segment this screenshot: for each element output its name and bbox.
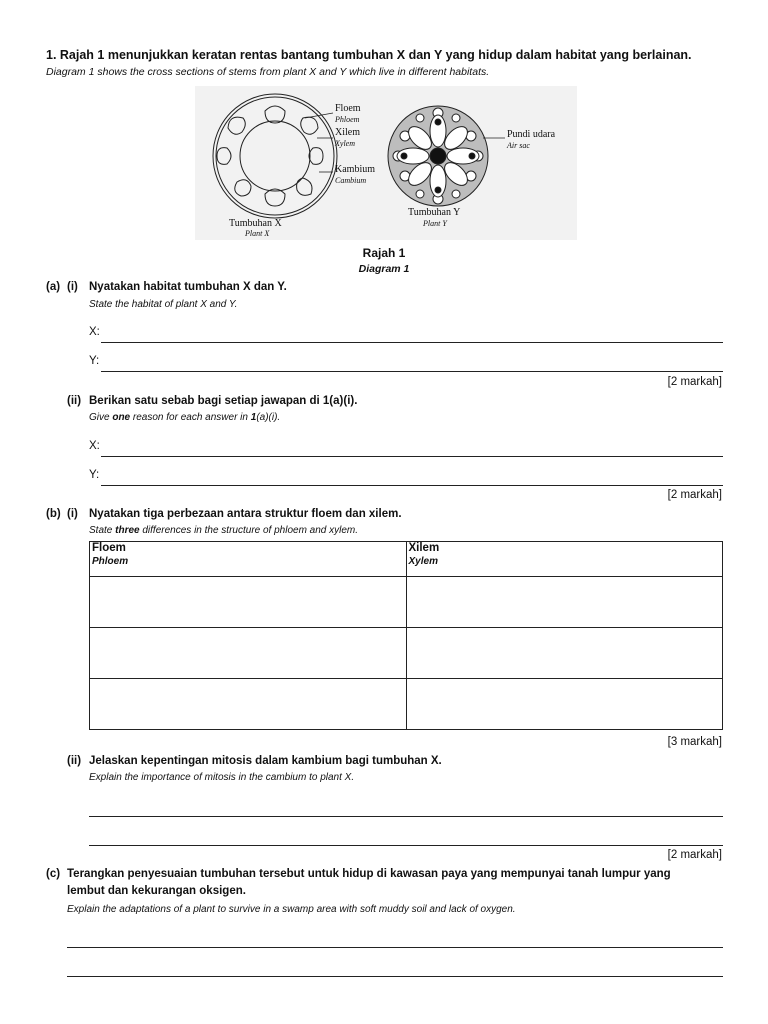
table-header-phloem: Floem Phloem: [90, 542, 407, 577]
answer-line-a-ii-y[interactable]: [101, 485, 723, 486]
diagram-caption: Rajah 1: [362, 246, 406, 260]
table-row: [90, 679, 723, 730]
label-pundi-udara: Pundi udara: [507, 129, 556, 140]
part-c-question-en: Explain the adaptations of a plant to survive in a swamp area with soft muddy soil and lack of oxygen.: [67, 904, 516, 915]
label-plant-x: Tumbuhan X: [229, 218, 282, 229]
answer-line-b-ii-2[interactable]: [89, 845, 723, 846]
part-a-i-num: (i): [67, 281, 78, 293]
question-title-en: Diagram 1 shows the cross sections of stems from plant X and Y which live in different habitats.: [46, 66, 490, 78]
part-a-marker: (a): [46, 281, 61, 293]
part-a-ii-question: Berikan satu sebab bagi setiap jawapan di 1(a)(i).: [89, 395, 358, 407]
part-b-ii-num: (ii): [67, 755, 82, 767]
label-air-sac: Air sac: [507, 141, 530, 150]
stem-cross-section-diagram: [195, 86, 577, 240]
answer-line-c-1[interactable]: [67, 947, 723, 948]
label-plant-y: Tumbuhan Y: [408, 207, 461, 218]
label-floem: Floem: [335, 103, 361, 114]
part-b-marker: (b): [46, 508, 61, 520]
answer-line-a-i-x[interactable]: [101, 342, 723, 343]
answer-cell-phloem-1[interactable]: [90, 577, 407, 628]
part-b-i-question-en: State three differences in the structure of phloem and xylem.: [89, 525, 359, 536]
label-plant-x-en: Plant X: [245, 229, 270, 238]
label-kambium: Kambium: [335, 164, 375, 175]
part-a-i-y-label: Y:: [89, 355, 100, 367]
part-a-ii-question-en: Give one reason for each answer in 1(a)(i).: [89, 412, 281, 423]
question-title: 1. Rajah 1 menunjukkan keratan rentas bantang tumbuhan X dan Y yang hidup dalam habitat yang berlainan.: [46, 48, 692, 62]
label-cambium: Cambium: [335, 176, 367, 185]
table-header-row: [90, 542, 723, 577]
label-xylem: Xylem: [335, 139, 355, 148]
label-plant-y-en: Plant Y: [423, 219, 447, 228]
diagram-caption-en: Diagram 1: [358, 263, 410, 275]
part-b-ii-question: Jelaskan kepentingan mitosis dalam kambium bagi tumbuhan X.: [89, 755, 442, 767]
answer-line-a-ii-x[interactable]: [101, 456, 723, 457]
part-c-question-line1: Terangkan penyesuaian tumbuhan tersebut untuk hidup di kawasan paya yang mempunyai tanah lumpur yang: [67, 868, 671, 880]
answer-cell-xylem-1[interactable]: [406, 577, 723, 628]
part-a-i-x-label: X:: [89, 326, 100, 338]
answer-line-a-i-y[interactable]: [101, 371, 723, 372]
plant-y-stem: [388, 106, 488, 206]
marks-b-i: [3 markah]: [667, 736, 722, 748]
table-row: [90, 577, 723, 628]
marks-a-i: [2 markah]: [667, 376, 722, 388]
part-a-i-question-en: State the habitat of plant X and Y.: [89, 299, 238, 310]
answer-cell-xylem-3[interactable]: [406, 679, 723, 730]
part-a-ii-num: (ii): [67, 395, 82, 407]
part-b-ii-question-en: Explain the importance of mitosis in the cambium to plant X.: [89, 772, 355, 783]
answer-cell-xylem-2[interactable]: [406, 628, 723, 679]
part-c-question-line2: lembut dan kekurangan oksigen.: [67, 885, 246, 897]
part-c-marker: (c): [46, 868, 61, 880]
part-a-i-question: Nyatakan habitat tumbuhan X dan Y.: [89, 281, 287, 293]
answer-cell-phloem-2[interactable]: [90, 628, 407, 679]
marks-b-ii: [2 markah]: [667, 849, 722, 861]
answer-line-c-2[interactable]: [67, 976, 723, 977]
label-phloem: Phloem: [335, 115, 360, 124]
table-header-xylem: Xilem Xylem: [406, 542, 723, 577]
part-a-ii-y-label: Y:: [89, 469, 100, 481]
part-b-i-question: Nyatakan tiga perbezaan antara struktur floem dan xilem.: [89, 508, 402, 520]
answer-line-b-ii-1[interactable]: [89, 816, 723, 817]
table-row: [90, 628, 723, 679]
answer-cell-phloem-3[interactable]: [90, 679, 407, 730]
part-b-i-num: (i): [67, 508, 78, 520]
part-a-ii-x-label: X:: [89, 440, 100, 452]
label-xilem: Xilem: [335, 127, 360, 138]
comparison-table: [89, 541, 723, 730]
marks-a-ii: [2 markah]: [667, 489, 722, 501]
